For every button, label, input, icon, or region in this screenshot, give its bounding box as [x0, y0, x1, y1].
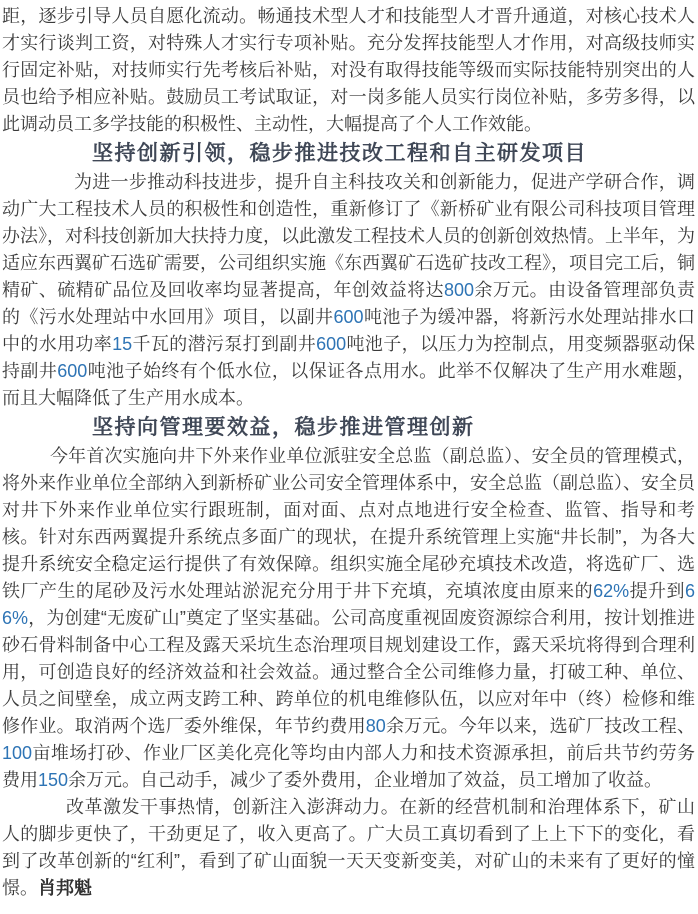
section-heading-innovation: 坚持创新引领，稳步推进技改工程和自主研发项目 [92, 142, 587, 165]
section-heading-management: 坚持向管理要效益，稳步推进管理创新 [92, 416, 475, 439]
closing-text: 改革激发干事热情，创新注入澎湃动力。在新的经营机制和治理体系下，矿山人的脚步更快了，干劲更足了，收入更高了。广大员工真切看到了上上下下的变化，看到了改革创新的“红利”，看到了矿山面貌一天天变新变美，对矿山的未来有了更好的憧憬。 [2, 797, 695, 898]
paragraph-talent-policy: 距，逐步引导人员自愿化流动。畅通技术型人才和技能型人才晋升通道，对核心技术人才实行谈判工资，对特殊人才实行专项补贴。充分发挥技能型人才作用，对高级技师实行固定补贴，对技师实行先考核后补贴，对没有取得技能等级而实际技能特别突出的人员也给予相应补贴。鼓励员工考试取证，对一岗多能人员实行岗位补贴，多劳多得，以此调动员工多学技能的积极性、主动性，大幅提高了个人工作效能。 [2, 6, 695, 134]
paragraph-management-innovation: 今年首次实施向井下外来作业单位派驻安全总监（副总监）、安全员的管理模式，将外来作业单位全部纳入到新桥矿业公司安全管理体系中，安全总监（副总监）、安全员对井下外来作业单位实行跟班制，面对面、点对点地进行安全检查、监管、指导和考核。针对东西两翼提升系统点多面广的现状，在提升系统管理上实施“井长制”，为各大提升系统安全稳定运行提供了有效保障。组织实施全尾砂充填技术改造，将选矿厂、选铁厂产生的尾砂及污水处理站淤泥充分用于井下充填，充填浓度由原来的62%提升到66%，为创建“无废矿山”奠定了坚实基础。公司高度重视固废资源综合利用，按计划推进砂石骨料制备中心工程及露天采坑生态治理项目规划建设工作，露天采坑将得到合理利用，可创造良好的经济效益和社会效益。通过整合全公司维修力量，打破工种、单位、人员之间壁垒，成立两支跨工种、跨单位的机电维修队伍，以应对年中（终）检修和维修作业。取消两个选厂委外维保，年节约费用80余万元。今年以来，选矿厂技改工程、100亩堆场打砂、作业厂区美化亮化等均由内部人力和技术资源承担，前后共节约劳务费用150余万元。自己动手，减少了委外费用，企业增加了效益，员工增加了收益。 [2, 446, 696, 790]
closing-paragraph [2, 794, 695, 902]
author-name: 肖邦魁 [38, 878, 92, 898]
paragraph-tech-projects: 为进一步推动科技进步，提升自主科技攻关和创新能力，促进产学研合作，调动广大工程技术人员的积极性和创造性，重新修订了《新桥矿业有限公司科技项目管理办法》，对科技创新加大扶持力度，以此激发工程技术人员的创新创效热情。上半年，为适应东西翼矿石选矿需要，公司组织实施《东西翼矿石选矿技改工程》，项目完工后，铜精矿、硫精矿品位及回收率均显著提高，年创效益将达800余万元。由设备管理部负责的《污水处理站中水回用》项目，以副井600吨池子为缓冲器，将新污水处理站排水口中的水用功率15千瓦的潜污泵打到副井600吨池子，以压力为控制点，用变频器驱动保持副井600吨池子始终有个低水位，以保证各点用水。此举不仅解决了生产用水难题，而且大幅降低了生产用水成本。 [2, 172, 696, 408]
